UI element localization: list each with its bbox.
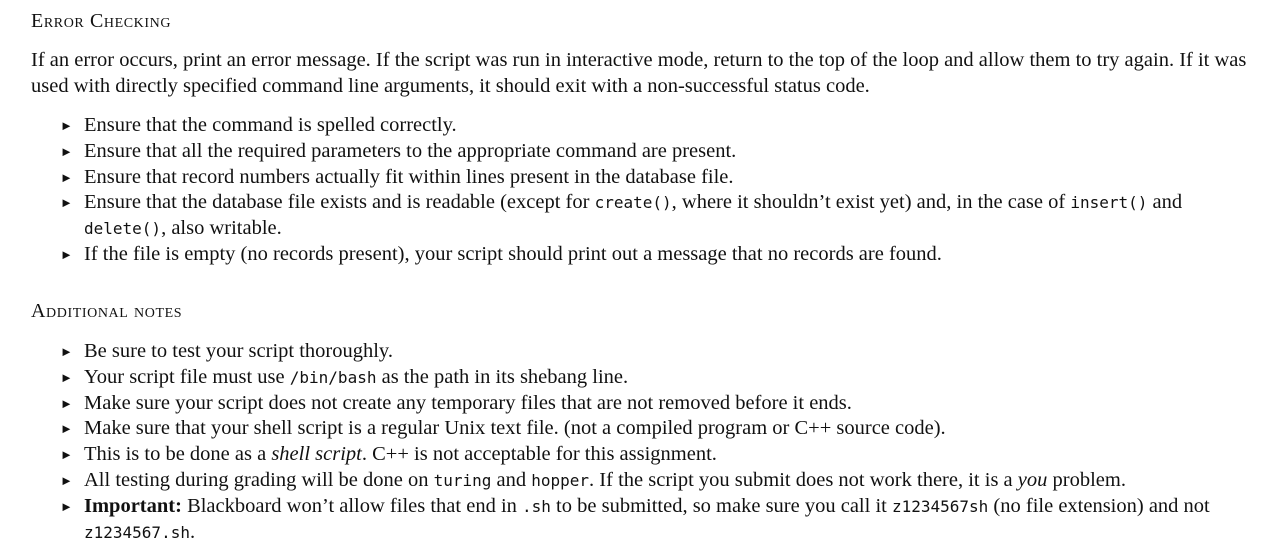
list-item-text: Blackboard won’t allow files that end in: [181, 494, 523, 517]
list-item: [31, 339, 1256, 365]
list-item-text: . If the script you submit does not work there, it is a: [589, 468, 1018, 491]
list-item-text: Make sure that your shell script is a regular Unix text file. (not a compiled program or C++ source code).: [84, 417, 946, 440]
list-item-text: to be submitted, so make sure you call it: [550, 494, 892, 517]
bullet-arrow-icon: ►: [60, 369, 73, 385]
list-item-text: (no file extension) and not: [988, 494, 1210, 517]
bullet-arrow-icon: ►: [60, 447, 73, 463]
section-heading-error-checking: Error Checking: [31, 10, 172, 32]
bullet-arrow-icon: ►: [60, 246, 73, 262]
list-item: [31, 165, 1256, 191]
error-checking-list: [31, 113, 1256, 268]
bullet-arrow-icon: ►: [60, 195, 73, 211]
list-item-text: , also writable.: [161, 217, 282, 240]
emphasis-shell-script: shell script: [271, 443, 362, 466]
list-item: [31, 442, 1256, 468]
code-hopper: hopper: [531, 470, 590, 490]
section-heading-additional-notes: Additional notes: [31, 300, 183, 322]
list-item-text: Ensure that record numbers actually fit within lines present in the database file.: [84, 165, 734, 188]
list-item-text: Make sure your script does not create any temporary files that are not removed before it ends.: [84, 391, 852, 414]
bullet-arrow-icon: ►: [60, 421, 73, 437]
list-item-text: problem.: [1047, 468, 1126, 491]
list-item: [31, 494, 1256, 546]
list-item-text: and: [491, 468, 532, 491]
code-dot-sh: .sh: [522, 496, 551, 516]
bullet-arrow-icon: ►: [60, 143, 73, 159]
bullet-arrow-icon: ►: [60, 472, 73, 488]
code-z1234567-dot-sh: z1234567.sh: [84, 522, 190, 542]
bullet-arrow-icon: ►: [60, 169, 73, 185]
list-item-text: . C++ is not acceptable for this assignment.: [361, 443, 717, 466]
list-item-text: Be sure to test your script thoroughly.: [84, 340, 393, 362]
list-item-text: Ensure that all the required parameters to the appropriate command are present.: [84, 139, 737, 162]
list-item: [31, 242, 1256, 268]
list-item: [31, 365, 1256, 391]
important-label: Important:: [84, 494, 182, 517]
additional-notes-list: [31, 339, 1256, 545]
list-item-text: This is to be done as a: [84, 443, 272, 466]
list-item-text: .: [189, 520, 196, 543]
intro-paragraph: If an error occurs, print an error message. If the script was run in interactive mode, return to the top of the loop and allow them to try again. If it was used with directly specified command line arguments, it should exit with a non-successful status code.: [31, 49, 1247, 97]
code-create: create(): [594, 193, 672, 213]
bullet-arrow-icon: ►: [60, 118, 73, 133]
list-item: [31, 391, 1256, 417]
list-item-text: All testing during grading will be done on: [84, 468, 434, 491]
list-item-text: Ensure that the database file exists and is readable (except for: [84, 191, 595, 214]
list-item: [31, 416, 1256, 442]
list-item: [31, 113, 1256, 139]
bullet-arrow-icon: ►: [60, 344, 73, 359]
code-turing: turing: [433, 470, 492, 490]
code-insert: insert(): [1070, 193, 1148, 213]
bullet-arrow-icon: ►: [60, 498, 73, 514]
list-item-text: , where it shouldn’t exist yet) and, in the case of: [671, 191, 1071, 214]
code-delete: delete(): [84, 219, 162, 239]
list-item: [31, 139, 1256, 165]
list-item-text: Your script file must use: [84, 365, 290, 388]
list-item-text: If the file is empty (no records present), your script should print out a message that no records are found.: [84, 242, 942, 265]
emphasis-you: you: [1017, 468, 1048, 491]
list-item: [31, 190, 1256, 242]
code-z1234567sh: z1234567sh: [891, 496, 989, 516]
code-bin-bash: /bin/bash: [289, 367, 377, 387]
list-item-text: as the path in its shebang line.: [376, 365, 629, 388]
list-item: [31, 468, 1256, 494]
list-item-text: and: [1147, 191, 1183, 214]
list-item-text: Ensure that the command is spelled correctly.: [84, 114, 457, 136]
bullet-arrow-icon: ►: [60, 395, 73, 411]
